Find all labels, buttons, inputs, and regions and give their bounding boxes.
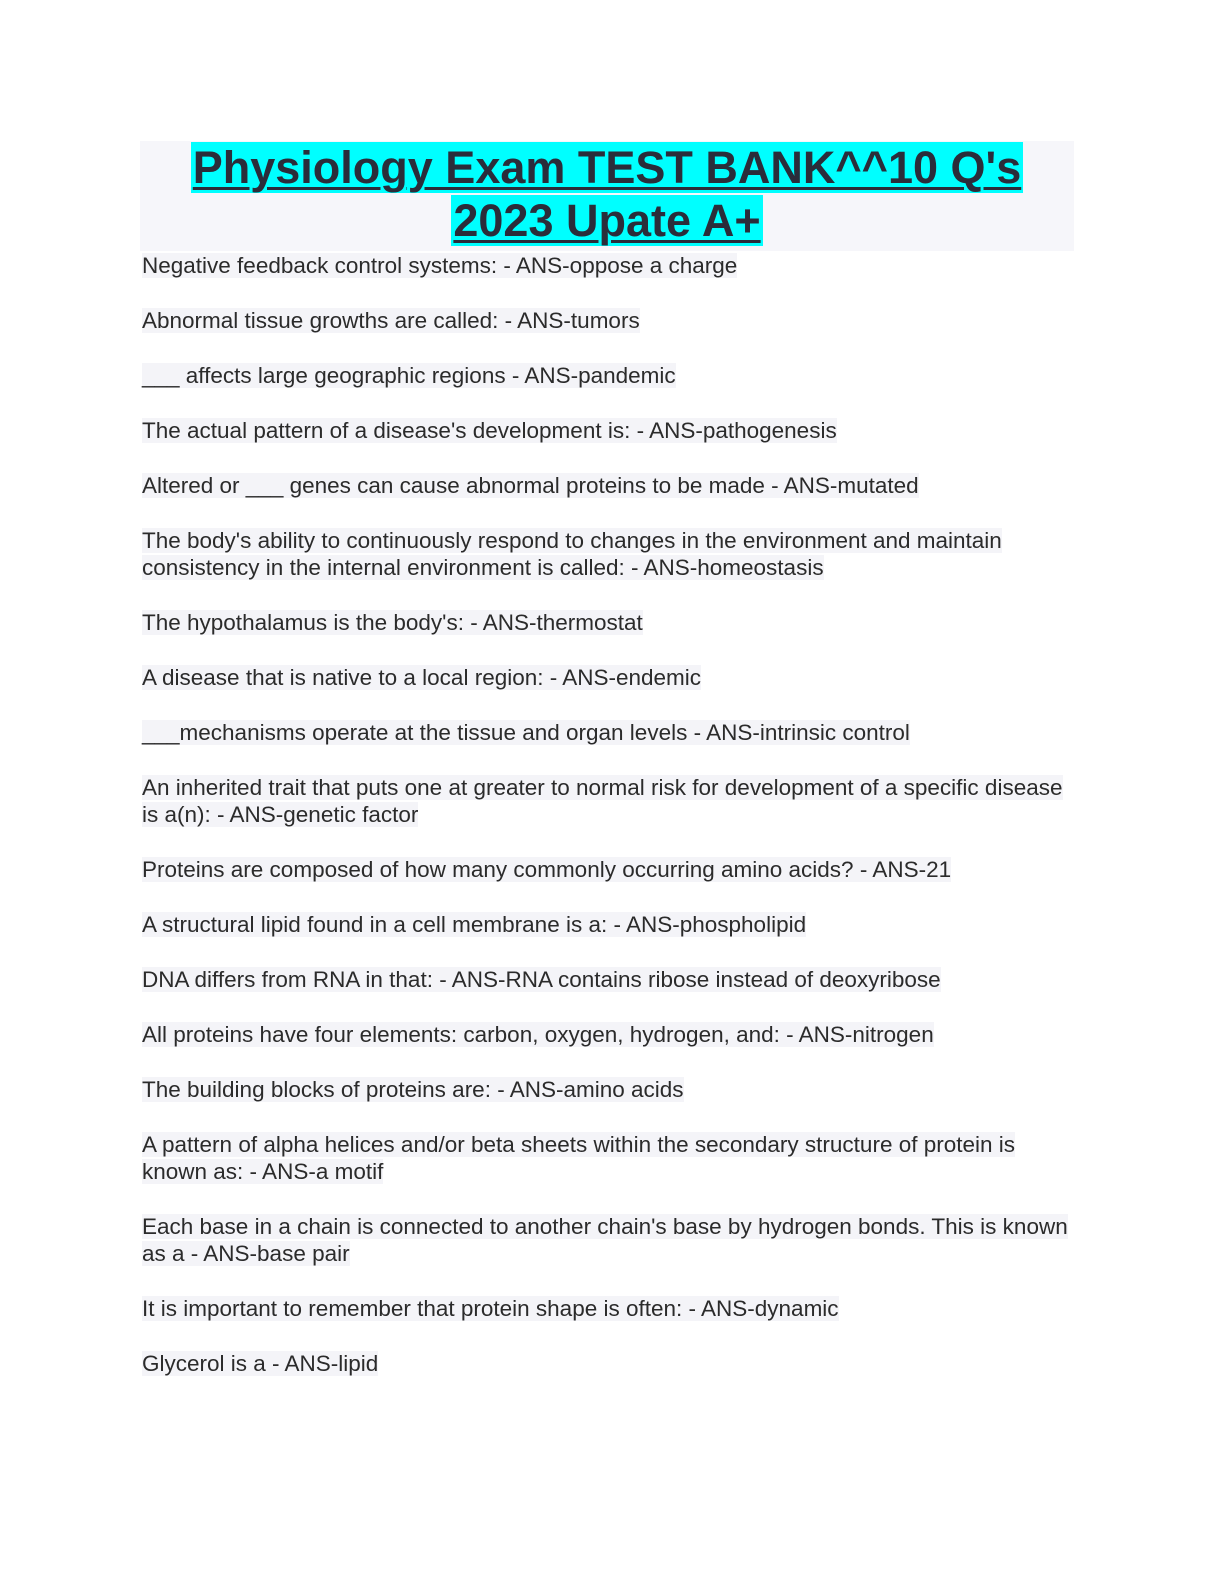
qa-item-text: A disease that is native to a local region: - ANS-endemic [142, 665, 702, 690]
title-line-2 [140, 194, 1074, 247]
title-line-1 [140, 141, 1074, 194]
question-answer-list [142, 252, 1082, 1405]
qa-item-text: A pattern of alpha helices and/or beta sheets within the secondary structure of protein is known as: - ANS-a motif [142, 1132, 1016, 1184]
qa-item [142, 1213, 1082, 1267]
qa-item-text: Each base in a chain is connected to another chain's base by hydrogen bonds. This is known as a - ANS-base pair [142, 1214, 1068, 1266]
document-title-part-1: Physiology Exam TEST BANK^^10 Q's [192, 142, 1022, 193]
qa-item-text: Glycerol is a - ANS-lipid [142, 1351, 379, 1376]
qa-item [142, 417, 1082, 444]
qa-item-text: The hypothalamus is the body's: - ANS-thermostat [142, 610, 643, 635]
qa-item-text: It is important to remember that protein shape is often: - ANS-dynamic [142, 1296, 839, 1321]
qa-item [142, 252, 1082, 279]
qa-item-text: The body's ability to continuously respond to changes in the environment and maintain consistency in the internal environment is called: - ANS-homeostasis [142, 528, 1002, 580]
qa-item-text: Abnormal tissue growths are called: - ANS-tumors [142, 308, 640, 333]
qa-item [142, 911, 1082, 938]
qa-item [142, 472, 1082, 499]
qa-item [142, 1131, 1082, 1185]
qa-item [142, 719, 1082, 746]
qa-item-text: ___mechanisms operate at the tissue and organ levels - ANS-intrinsic control [142, 720, 910, 745]
document-title-part-2: 2023 Upate A+ [453, 195, 761, 246]
title-block [140, 141, 1074, 251]
qa-item-text: DNA differs from RNA in that: - ANS-RNA contains ribose instead of deoxyribose [142, 967, 941, 992]
qa-item [142, 774, 1082, 828]
qa-item-text: Negative feedback control systems: - ANS-oppose a charge [142, 253, 738, 278]
qa-item [142, 966, 1082, 993]
qa-item-text: An inherited trait that puts one at greater to normal risk for development of a specific disease is a(n): - ANS-genetic factor [142, 775, 1063, 827]
qa-item-text: The building blocks of proteins are: - ANS-amino acids [142, 1077, 684, 1102]
qa-item-text: The actual pattern of a disease's development is: - ANS-pathogenesis [142, 418, 837, 443]
qa-item [142, 856, 1082, 883]
qa-item-text: All proteins have four elements: carbon, oxygen, hydrogen, and: - ANS-nitrogen [142, 1022, 934, 1047]
qa-item [142, 307, 1082, 334]
qa-item-text: ___ affects large geographic regions - ANS-pandemic [142, 363, 676, 388]
qa-item-text: Altered or ___ genes can cause abnormal proteins to be made - ANS-mutated [142, 473, 919, 498]
qa-item [142, 1350, 1082, 1377]
qa-item [142, 1076, 1082, 1103]
qa-item-text: Proteins are composed of how many commonly occurring amino acids? - ANS-21 [142, 857, 952, 882]
qa-item [142, 1295, 1082, 1322]
qa-item-text: A structural lipid found in a cell membrane is a: - ANS-phospholipid [142, 912, 807, 937]
qa-item [142, 664, 1082, 691]
qa-item [142, 527, 1082, 581]
qa-item [142, 609, 1082, 636]
qa-item [142, 1021, 1082, 1048]
qa-item [142, 362, 1082, 389]
